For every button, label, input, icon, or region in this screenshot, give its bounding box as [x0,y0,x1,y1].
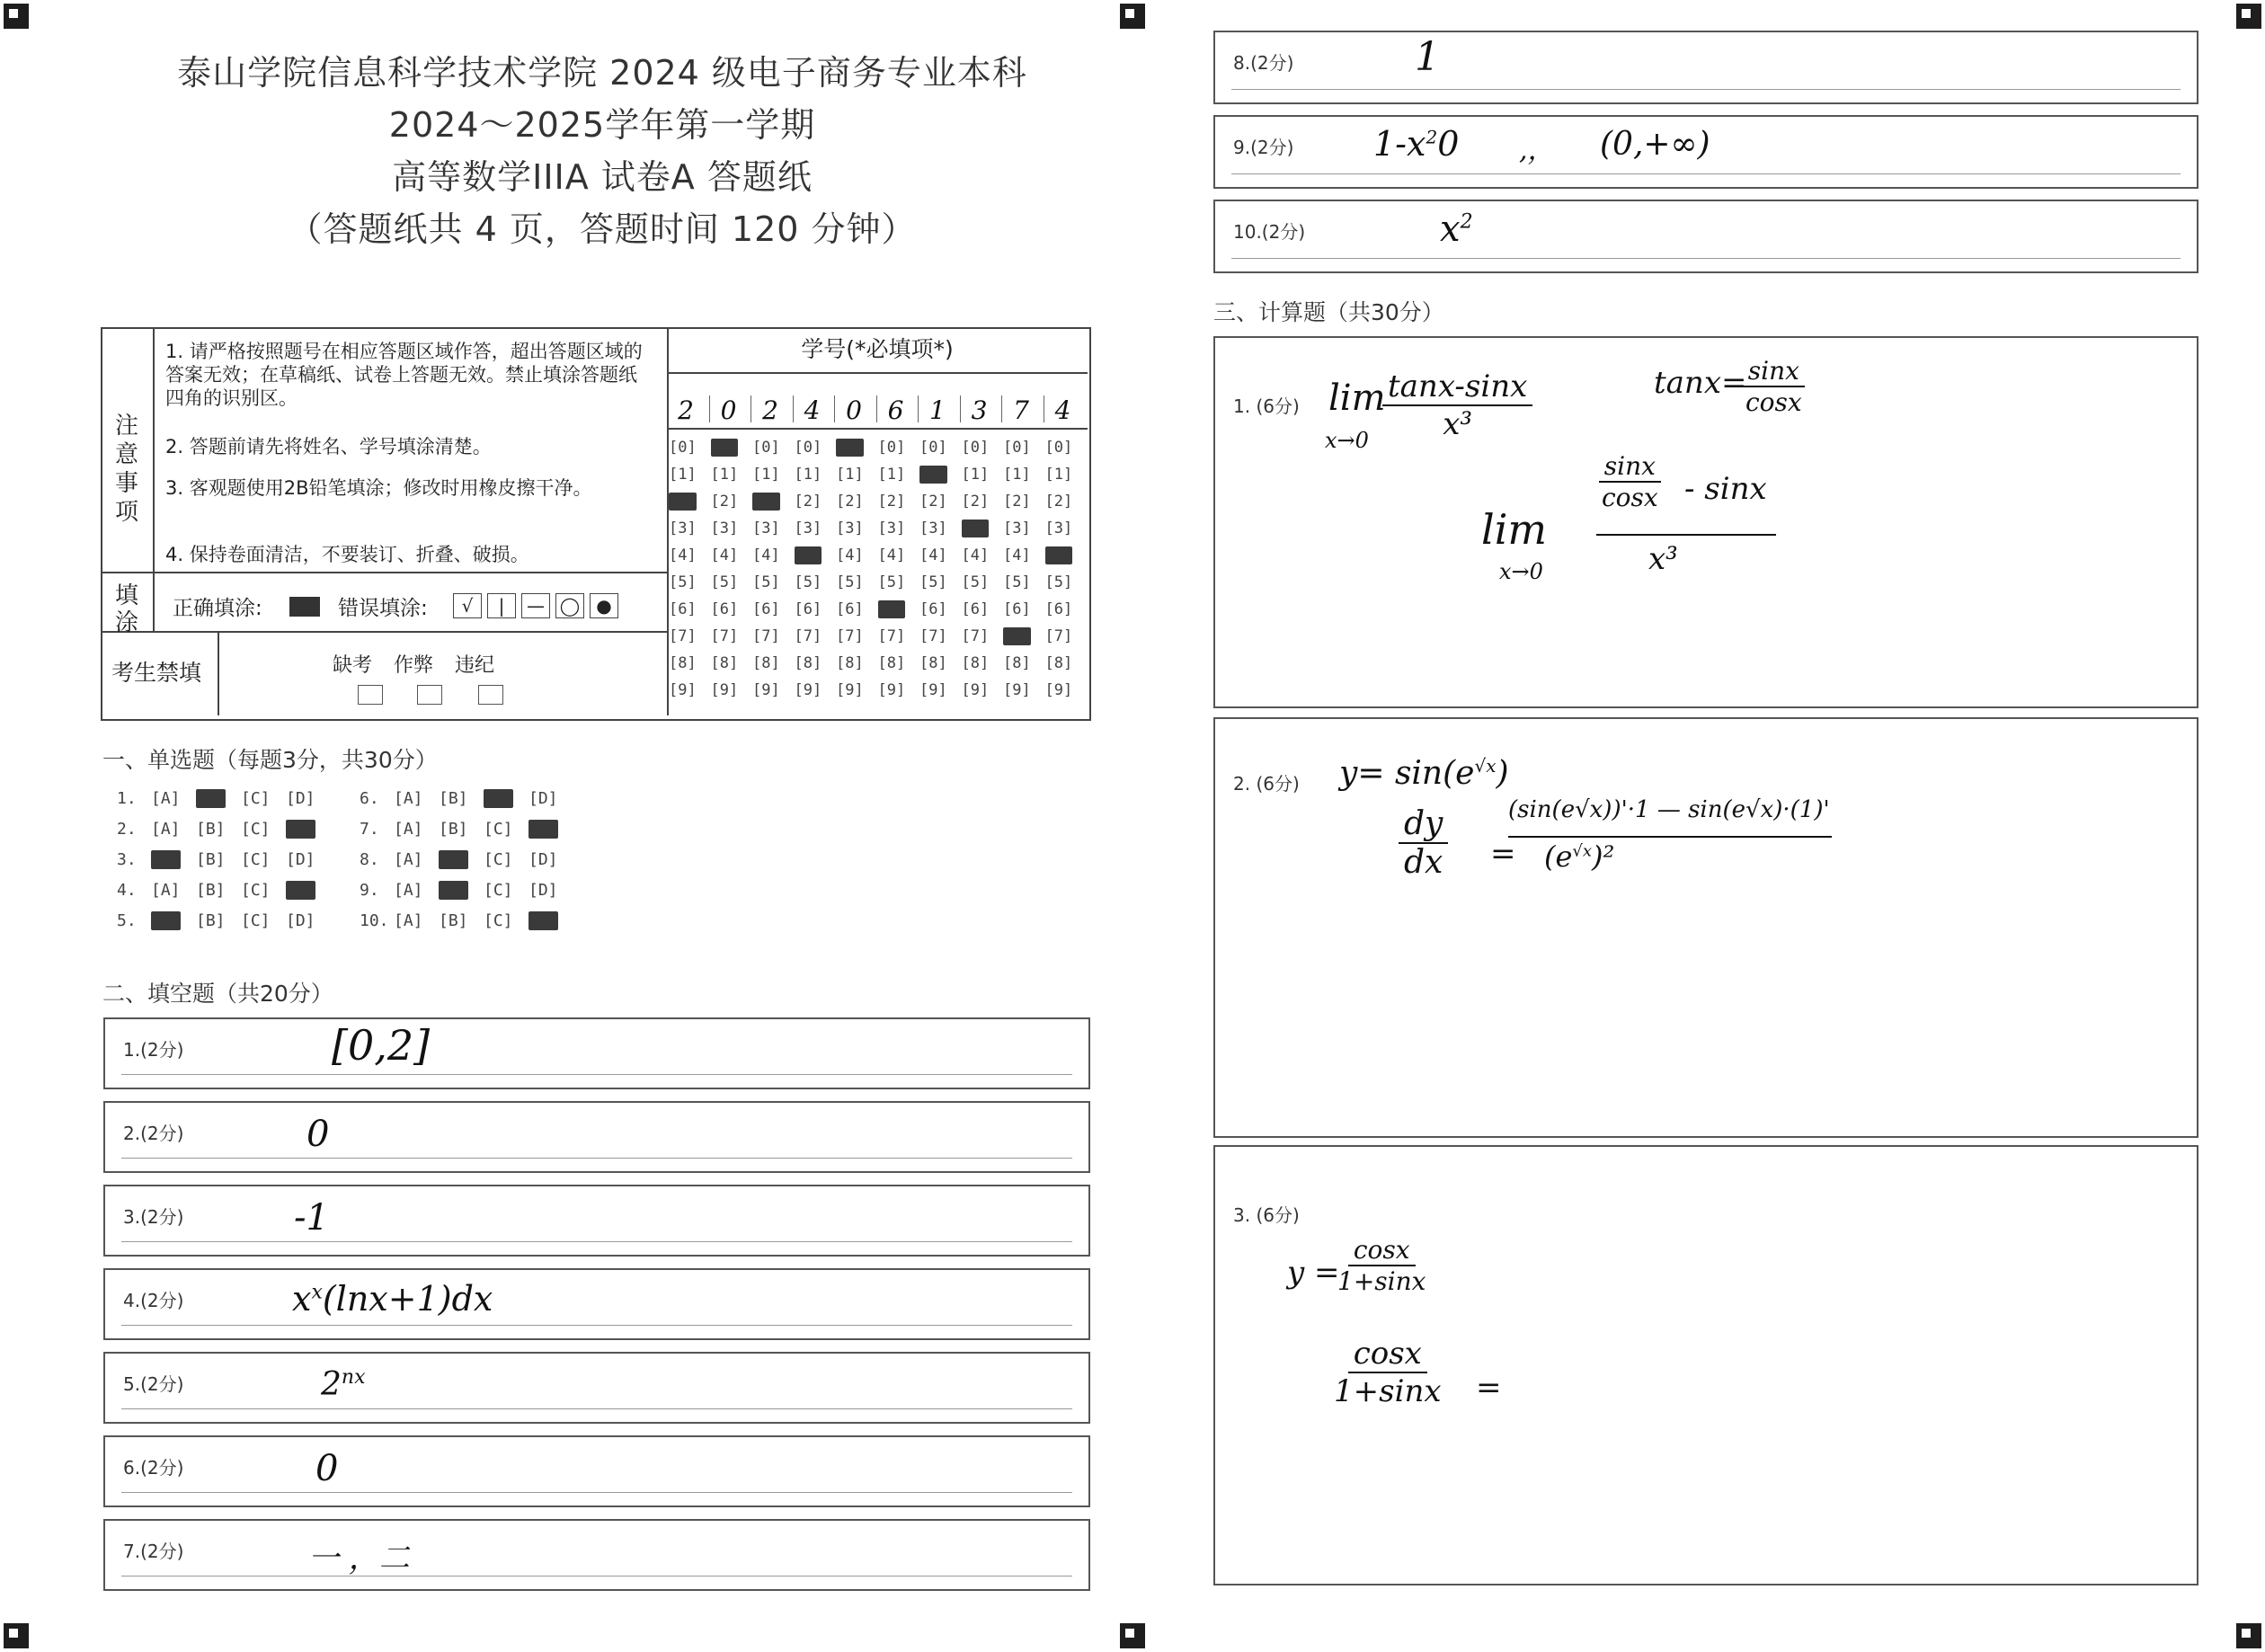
student-id-bubble[interactable]: [5] [1044,573,1073,591]
student-id-bubble[interactable]: [2] [794,493,822,511]
status-absent-checkbox[interactable] [358,685,383,705]
student-id-bubble[interactable]: [4] [836,546,864,564]
student-id-bubble[interactable]: [8] [877,654,906,672]
minus-term: - sinx [1684,471,1767,507]
fill-blank-label: 2.(2分) [123,1123,184,1144]
fill-blank-label: 9.(2分) [1233,137,1294,158]
answer-exponent: nx [341,1366,366,1389]
fill-blank-2 [103,1101,1090,1173]
fill-blank-9 [1213,115,2198,189]
header-school: 泰山学院信息科学技术学院 2024 级电子商务专业本科 [177,53,1027,93]
mcq-option[interactable]: [C] [241,911,271,930]
calc-question-label: 2. (6分) [1233,773,1300,795]
student-id-bubble[interactable]: [3] [836,520,864,537]
derivative-symbol [1399,805,1448,881]
student-id-bubble[interactable]: [1] [669,466,697,484]
status-absent-label: 缺考 [333,654,373,677]
student-id-bubble-filled[interactable]: [7] [1003,627,1031,645]
student-id-bubble[interactable]: [5] [877,573,906,591]
divider [153,329,155,631]
mcq-option-filled[interactable]: [A] [151,911,181,930]
main-fraction-bar [1508,836,1832,838]
function-fraction [1332,1235,1431,1296]
student-id-bubble[interactable]: [7] [836,627,864,645]
fill-blank-label: 1.(2分) [123,1039,184,1061]
student-id-bubble[interactable]: [9] [710,681,739,699]
student-id-bubble[interactable]: [2] [1003,493,1031,511]
wrong-sample-3: — [521,593,550,618]
answer-line [121,1408,1072,1409]
student-id-bubble[interactable]: [4] [919,546,947,564]
denominator-exponent: √x [1572,841,1593,861]
equals-sign: = [1476,1370,1502,1406]
answer-base: 1-x [1373,124,1426,164]
calc-question-2 [1213,717,2198,1138]
student-id-bubble[interactable]: [0] [752,439,780,457]
student-id-bubble[interactable]: [5] [1003,573,1031,591]
header-info: （答题纸共 4 页，答题时间 120 分钟） [288,209,917,249]
wrong-sample-1: √ [453,593,482,618]
student-id-bubble[interactable]: [6] [669,600,697,618]
student-id-bubble[interactable]: [8] [669,654,697,672]
notice-item-2: 2. 答题前请先将姓名、学号填涂清楚。 [165,436,492,457]
student-id-bubble[interactable]: [8] [1044,654,1073,672]
student-id-bubble[interactable]: [1] [710,466,739,484]
student-id-bubble[interactable]: [9] [669,681,697,699]
fraction-numerator: sinx [1599,451,1661,483]
student-id-bubble[interactable]: [6] [1003,600,1031,618]
fill-blank-8 [1213,31,2198,104]
denominator-base: (e [1544,839,1573,874]
student-id-digit: 2 [678,395,694,425]
fraction-numerator: (sin(e√x))'·1 — sin(e√x)·(1)' [1508,796,1830,823]
fill-blank-answer [1440,209,1473,250]
answer-line [1231,258,2181,259]
limit-fraction [1382,369,1532,442]
fill-blank-answer [292,1279,493,1319]
student-id-bubble[interactable]: [2] [836,493,864,511]
fill-blank-answer [321,1366,365,1403]
inner-fraction [1596,451,1664,512]
fill-blank-label: 10.(2分) [1233,221,1306,243]
student-id-bubble[interactable]: [8] [919,654,947,672]
fill-blank-label: 8.(2分) [1233,52,1294,74]
calc-question-3 [1213,1145,2198,1585]
student-id-bubble[interactable]: [8] [710,654,739,672]
student-id-bubble[interactable]: [8] [836,654,864,672]
answer-base: x [1440,209,1461,250]
student-id-bubble[interactable]: [0] [919,439,947,457]
corner-marker-top-left [4,4,29,29]
fraction-numerator: sinx [1743,356,1805,387]
student-id-bubble[interactable]: [6] [752,600,780,618]
answer-line [1231,173,2181,174]
mcq-option[interactable]: [B] [439,820,468,839]
student-id-bubble-filled[interactable]: [2] [669,493,697,511]
fraction-numerator: cosx [1348,1235,1416,1266]
mcq-option[interactable]: [C] [241,850,271,869]
answer-line [121,1325,1072,1326]
divider [218,631,219,715]
fraction-numerator: tanx-sinx [1382,369,1532,406]
mcq-question-number: 2. [117,820,137,839]
student-id-bubble[interactable]: [5] [752,573,780,591]
student-id-bubble[interactable]: [0] [961,439,990,457]
student-id-bubble[interactable]: [1] [752,466,780,484]
student-id-bubble[interactable]: [6] [836,600,864,618]
mcq-option[interactable]: [D] [528,881,558,900]
fraction-denominator: cosx [1602,483,1658,512]
mcq-option[interactable]: [B] [439,911,468,930]
student-id-digit: 2 [751,395,789,422]
wrong-sample-4: ◯ [555,593,584,618]
fill-blank-answer-interval: (0,+∞) [1600,126,1710,163]
student-id-bubble[interactable]: [4] [752,546,780,564]
answer-line [121,1074,1072,1075]
wrong-sample-2: | [487,593,516,618]
divider [102,572,667,573]
fraction-numerator: cosx [1348,1336,1427,1373]
mcq-option-filled[interactable]: [B] [196,789,226,808]
mcq-option[interactable]: [A] [151,789,181,808]
student-id-bubble[interactable]: [8] [794,654,822,672]
fill-blank-answer: 一 ，二 [308,1541,410,1577]
student-id-bubble[interactable]: [9] [1044,681,1073,699]
mcq-option-filled[interactable]: [D] [528,820,558,839]
status-violation-label: 违纪 [455,654,495,677]
mcq-question-number: 8. [360,850,379,869]
student-id-bubble[interactable]: [5] [961,573,990,591]
fraction-denominator: 1+sinx [1334,1373,1442,1409]
student-id-bubble[interactable]: [9] [961,681,990,699]
identity-fraction [1740,356,1808,417]
corner-marker-top-center [1120,4,1145,29]
fraction-denominator: dx [1404,844,1443,881]
mcq-option-filled[interactable]: [D] [528,911,558,930]
divider [102,631,667,633]
denominator-close: )² [1592,839,1615,874]
mcq-option[interactable]: [B] [196,911,226,930]
notice-item-1: 1. 请严格按照题号在相应答题区域作答，超出答题区域的答案无效；在草稿纸、试卷上答题无效。禁止填涂答题纸四角的识别区。 [165,341,643,409]
limit-subscript: x→0 [1325,428,1369,453]
corner-marker-top-right [2236,4,2261,29]
fill-blank-10 [1213,200,2198,273]
student-id-bubble[interactable]: [2] [710,493,739,511]
fill-blank-label: 4.(2分) [123,1290,184,1311]
fill-blank-label: 3.(2分) [123,1206,184,1228]
mcq-option[interactable]: [A] [394,820,423,839]
fill-blank-1 [103,1017,1090,1089]
fill-blank-6 [103,1435,1090,1507]
student-id-bubble[interactable]: [3] [669,520,697,537]
section2-title: 二、填空题（共20分） [102,981,333,1007]
work-fraction [1328,1336,1447,1409]
mcq-option[interactable]: [D] [528,789,558,808]
student-id-digit: 6 [876,395,915,422]
answer-exponent: 2 [1426,126,1438,148]
answer-exponent: 2 [1460,210,1473,234]
student-id-bubble[interactable]: [4] [710,546,739,564]
fraction-denominator: x³ [1648,541,1678,577]
student-id-bubble[interactable]: [1] [836,466,864,484]
student-id-digit: 7 [1001,395,1040,422]
student-id-bubble[interactable]: [5] [669,573,697,591]
correct-fill-sample [289,597,320,617]
student-id-digit: 0 [834,395,873,422]
fill-blank-label: 7.(2分) [123,1541,184,1562]
student-id-bubble[interactable]: [1] [794,466,822,484]
student-id-bubble[interactable]: [9] [794,681,822,699]
fill-blank-answer: 1 [1415,34,1440,80]
student-id-title: 学号(*必填项*) [801,336,954,362]
student-id-bubble[interactable]: [8] [961,654,990,672]
student-id-bubble[interactable]: [2] [877,493,906,511]
student-id-bubble-filled[interactable]: [2] [752,493,780,511]
mcq-option[interactable]: [A] [151,881,181,900]
student-id-bubble-filled[interactable]: [1] [919,466,947,484]
fill-blank-answer: 0 [315,1448,339,1489]
student-id-bubble[interactable]: [7] [669,627,697,645]
student-id-bubble[interactable]: [3] [1003,520,1031,537]
mcq-option[interactable]: [D] [286,911,315,930]
mcq-option[interactable]: [B] [196,820,226,839]
mcq-option-filled[interactable]: [A] [151,850,181,869]
mcq-option-filled[interactable]: [B] [439,850,468,869]
fill-blank-answer [1373,124,1459,164]
mcq-option-filled[interactable]: [D] [286,820,315,839]
student-id-bubble[interactable]: [3] [919,520,947,537]
student-id-bubble[interactable]: [8] [1003,654,1031,672]
function-close: ) [1496,755,1509,792]
student-id-bubble-filled[interactable]: [4] [794,546,822,564]
header-exam: 高等数学IIIA 试卷A 答题纸 [392,157,813,197]
student-id-bubble[interactable]: [5] [794,573,822,591]
fill-blank-answer: [0,2] [332,1021,431,1070]
mcq-option[interactable]: [A] [394,881,423,900]
student-id-bubble-filled[interactable]: [0] [836,439,864,457]
answer-line [121,1492,1072,1493]
limit-symbol: lim [1328,377,1386,419]
student-id-bubble-filled[interactable]: [6] [877,600,906,618]
student-id-bubble[interactable]: [4] [1003,546,1031,564]
function-exponent: √x [1474,755,1497,777]
correct-fill-label: 正确填涂: [173,597,262,620]
student-id-bubble[interactable]: [9] [752,681,780,699]
student-id-bubble[interactable]: [0] [877,439,906,457]
student-id-bubble[interactable]: [5] [836,573,864,591]
student-id-bubble[interactable]: [0] [1003,439,1031,457]
wrong-fill-label: 错误填涂: [338,597,428,620]
student-id-bubble[interactable]: [3] [710,520,739,537]
equals-sign: = [1490,836,1516,872]
mcq-option[interactable]: [C] [484,881,513,900]
student-id-bubble-filled[interactable]: [0] [710,439,739,457]
mcq-question-number: 5. [117,911,137,930]
mcq-question-number: 3. [117,850,137,869]
student-id-bubble[interactable]: [4] [961,546,990,564]
student-id-bubble[interactable]: [2] [1044,493,1073,511]
limit-symbol: lim [1481,505,1548,554]
student-id-bubble[interactable]: [9] [919,681,947,699]
fill-blank-7 [103,1519,1090,1591]
main-fraction-bar [1596,534,1776,536]
student-id-bubble[interactable]: [7] [752,627,780,645]
calc-question-1 [1213,336,2198,708]
calc-question-label: 1. (6分) [1233,395,1300,417]
student-id-bubble-filled[interactable]: [4] [1044,546,1073,564]
fill-blank-answer: 0 [306,1114,330,1155]
mcq-option[interactable]: [C] [241,881,271,900]
limit-subscript: x→0 [1499,559,1543,584]
mcq-option[interactable]: [A] [394,789,423,808]
calc-question-label: 3. (6分) [1233,1204,1300,1226]
student-id-bubble[interactable]: [0] [1044,439,1073,457]
notice-label: 注意事项 [115,413,139,526]
function-lhs: y = [1287,1255,1340,1291]
notice-item-4: 4. 保持卷面清洁，不要装订、折叠、破损。 [165,544,529,565]
student-id-bubble[interactable]: [7] [877,627,906,645]
fill-label: 填涂 [115,582,139,636]
answer-base: 2 [321,1366,342,1403]
mcq-question-number: 10. [360,911,389,930]
student-id-bubble[interactable]: [1] [1044,466,1073,484]
mcq-option-filled[interactable]: [C] [484,789,513,808]
mcq-question-number: 1. [117,789,137,808]
function-base: y= sin(e [1339,755,1475,792]
student-id-bubble[interactable]: [7] [794,627,822,645]
mcq-option-filled[interactable]: [D] [286,881,315,900]
answer-line [121,1241,1072,1242]
function-definition [1339,755,1509,792]
fraction-denominator [1544,839,1614,874]
divider [667,372,1088,374]
exam-status-label: 考生禁填 [111,660,202,686]
student-id-digit: 4 [793,395,831,422]
section1-title: 一、单选题（每题3分，共30分） [102,747,438,773]
answer-line [121,1576,1072,1577]
fraction-denominator: x³ [1443,406,1473,442]
identity-lhs: tanx= [1654,365,1747,401]
mcq-question-number: 7. [360,820,379,839]
student-id-digit: 0 [709,395,748,422]
student-id-bubble[interactable]: [2] [919,493,947,511]
mcq-option[interactable]: [A] [394,850,423,869]
fill-blank-4 [103,1268,1090,1340]
fraction-numerator: dy [1399,805,1448,844]
student-id-bubble[interactable]: [1] [877,466,906,484]
fill-blank-answer: -1 [294,1197,329,1239]
student-id-bubble[interactable]: [2] [961,493,990,511]
mcq-option[interactable]: [C] [484,850,513,869]
header-term: 2024～2025学年第一学期 [388,105,816,145]
student-id-bubble[interactable]: [1] [961,466,990,484]
notice-item-3: 3. 客观题使用2B铅笔填涂；修改时用橡皮擦干净。 [165,477,592,499]
answer-exponent: x [311,1281,323,1304]
student-id-bubble[interactable]: [7] [961,627,990,645]
student-id-bubble[interactable]: [4] [877,546,906,564]
student-id-bubble[interactable]: [6] [1044,600,1073,618]
student-id-bubble[interactable]: [6] [710,600,739,618]
student-id-bubble[interactable]: [5] [919,573,947,591]
mcq-option[interactable]: [C] [241,789,271,808]
status-cheat-label: 作弊 [394,654,434,677]
mcq-option[interactable]: [B] [439,789,468,808]
fill-blank-answer-separator: ,， [1519,135,1555,166]
mcq-question-number: 4. [117,881,137,900]
fill-blank-3 [103,1185,1090,1257]
corner-marker-bottom-center [1120,1623,1145,1648]
fill-blank-5 [103,1352,1090,1424]
student-id-bubble[interactable]: [3] [1044,520,1073,537]
student-id-digit: 3 [960,395,999,422]
student-id-bubble[interactable]: [8] [752,654,780,672]
wrong-sample-5: ● [590,593,618,618]
mcq-option[interactable]: [A] [394,911,423,930]
fraction-denominator: 1+sinx [1337,1266,1426,1296]
mcq-option[interactable]: [A] [151,820,181,839]
student-id-bubble[interactable]: [1] [1003,466,1031,484]
corner-marker-bottom-right [2236,1623,2261,1648]
student-id-bubble[interactable]: [6] [961,600,990,618]
student-id-bubble[interactable]: [0] [669,439,697,457]
student-id-bubble[interactable]: [6] [919,600,947,618]
answer-tail: (lnx+1)dx [322,1279,493,1319]
student-id-bubble[interactable]: [4] [669,546,697,564]
student-id-bubble[interactable]: [9] [877,681,906,699]
status-cheat-checkbox[interactable] [417,685,442,705]
student-id-bubble[interactable]: [3] [752,520,780,537]
mcq-option-filled[interactable]: [B] [439,881,468,900]
mcq-option[interactable]: [B] [196,881,226,900]
student-id-bubble[interactable]: [3] [794,520,822,537]
student-id-bubble[interactable]: [9] [1003,681,1031,699]
answer-line [121,1158,1072,1159]
student-id-bubble[interactable]: [9] [836,681,864,699]
mcq-question-number: 9. [360,881,379,900]
answer-base: x [292,1279,312,1319]
student-id-digit: 1 [918,395,956,422]
student-id-bubble[interactable]: [5] [710,573,739,591]
mcq-question-number: 6. [360,789,379,808]
mcq-option[interactable]: [B] [196,850,226,869]
mcq-option[interactable]: [C] [484,820,513,839]
section3-title: 三、计算题（共30分） [1213,299,1444,325]
mcq-option[interactable]: [C] [484,911,513,930]
student-id-bubble[interactable]: [3] [877,520,906,537]
student-id-bubble[interactable]: [7] [919,627,947,645]
fraction-denominator: cosx [1745,387,1802,417]
student-id-bubble[interactable]: [0] [794,439,822,457]
student-id-bubble[interactable]: [7] [710,627,739,645]
mcq-option[interactable]: [D] [528,850,558,869]
mcq-option[interactable]: [D] [286,850,315,869]
answer-line [1231,89,2181,90]
student-id-bubble[interactable]: [7] [1044,627,1073,645]
student-id-digit: 4 [1044,395,1082,422]
fill-blank-label: 5.(2分) [123,1373,184,1395]
mcq-option[interactable]: [C] [241,820,271,839]
student-id-bubble-filled[interactable]: [3] [961,520,990,537]
answer-tail: 0 [1437,124,1460,164]
status-violation-checkbox[interactable] [478,685,503,705]
student-id-bubble[interactable]: [6] [794,600,822,618]
fill-blank-label: 6.(2分) [123,1457,184,1479]
mcq-option[interactable]: [D] [286,789,315,808]
corner-marker-bottom-left [4,1623,29,1648]
divider [667,428,1088,430]
